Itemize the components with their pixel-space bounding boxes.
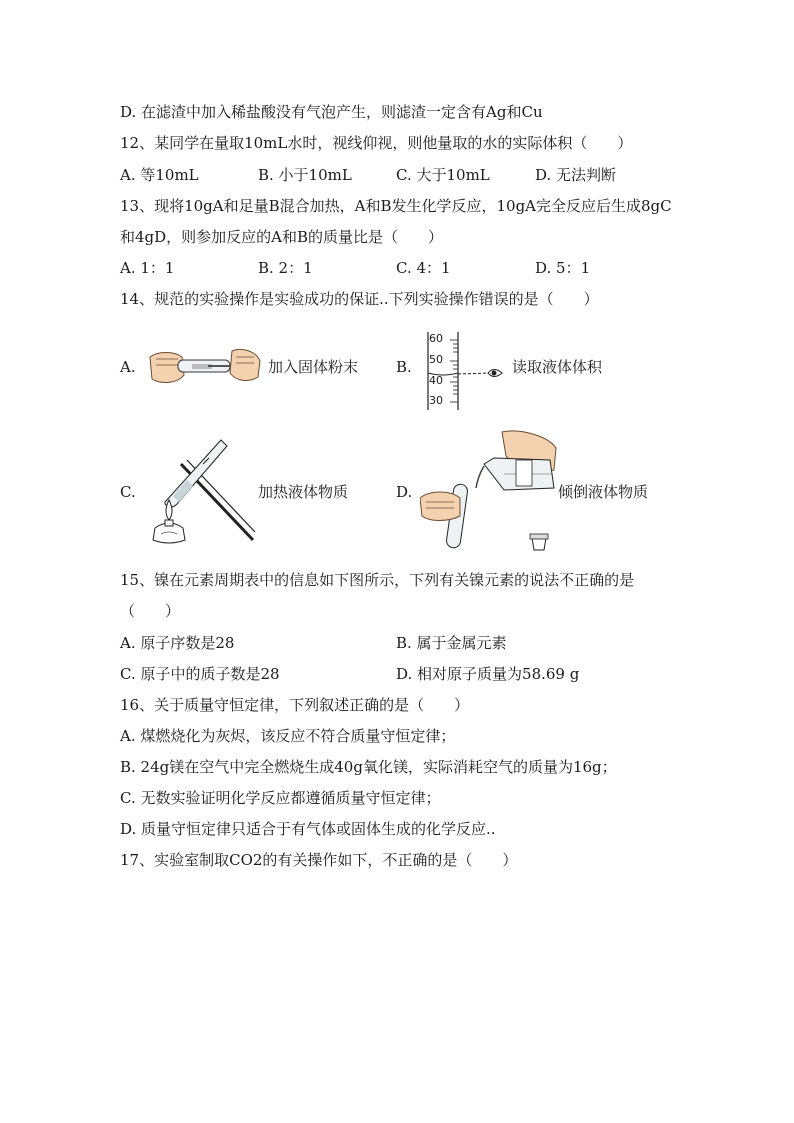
q16-stem: 16、关于质量守恒定律，下列叙述正确的是（ ） [120, 696, 470, 714]
q14-c-caption: 加热液体物质 [258, 483, 349, 501]
q13-option-a: A. 1：1 [120, 259, 175, 277]
q16-option-c: C. 无数实验证明化学反应都遵循质量守恒定律； [120, 789, 441, 807]
q14-b-tick-50: 50 [429, 353, 443, 366]
q14-b-tick-40: 40 [429, 374, 443, 387]
q14-b-caption: 读取液体体积 [512, 358, 603, 376]
q14-b-tick-60: 60 [429, 332, 443, 345]
q13-option-c: C. 4：1 [396, 259, 451, 277]
q16-option-b: B. 24g镁在空气中完全燃烧生成40g氧化镁，实际消耗空气的质量为16g； [120, 758, 617, 776]
q15-option-d: D. 相对原子质量为58.69 g [396, 665, 580, 683]
q14-a-caption: 加入固体粉末 [268, 358, 359, 376]
q15-stem-line1: 15、镍在元素周期表中的信息如下图所示，下列有关镍元素的说法不正确的是 [120, 571, 635, 589]
q13-option-b: B. 2：1 [258, 259, 313, 277]
q12-stem: 12、某同学在量取10mL水时，视线仰视，则他量取的水的实际体积（ ） [120, 134, 633, 152]
q16-option-d: D. 质量守恒定律只适合于有气体或固体生成的化学反应.. [120, 820, 496, 838]
q13-stem-line1: 13、现将10gA和足量B混合加热，A和B发生化学反应，10gA完全反应后生成8gC [120, 197, 672, 215]
q14-d-letter: D. [396, 483, 413, 501]
q13-stem-line2: 和4gD，则参加反应的A和B的质量比是（ ） [120, 228, 444, 246]
q16-option-a: A. 煤燃烧化为灰烬，该反应不符合质量守恒定律； [120, 727, 456, 745]
q14-a-figure [148, 343, 263, 393]
q14-b-letter: B. [396, 358, 412, 376]
q14-c-letter: C. [120, 483, 136, 501]
q15-option-a: A. 原子序数是28 [120, 634, 235, 652]
q13-option-d: D. 5：1 [535, 259, 591, 277]
q14-d-figure [420, 430, 560, 552]
q12-option-d: D. 无法判断 [535, 166, 617, 184]
q14-stem: 14、规范的实验操作是实验成功的保证..下列实验操作错误的是（ ） [120, 290, 599, 308]
q12-option-c: C. 大于10mL [396, 166, 490, 184]
q17-stem: 17、实验室制取CO2的有关操作如下，不正确的是（ ） [120, 851, 518, 869]
q14-a-letter: A. [120, 358, 136, 376]
q11-option-d: D. 在滤渣中加入稀盐酸没有气泡产生，则滤渣一定含有Ag和Cu [120, 103, 543, 121]
q12-option-b: B. 小于10mL [258, 166, 352, 184]
q12-option-a: A. 等10mL [120, 166, 199, 184]
q14-b-tick-30: 30 [429, 394, 443, 407]
q15-option-b: B. 属于金属元素 [396, 634, 507, 652]
q15-stem-line2: （ ） [120, 602, 181, 620]
q15-option-c: C. 原子中的质子数是28 [120, 665, 280, 683]
q14-c-figure [143, 436, 258, 546]
q14-d-caption: 倾倒液体物质 [558, 483, 649, 501]
